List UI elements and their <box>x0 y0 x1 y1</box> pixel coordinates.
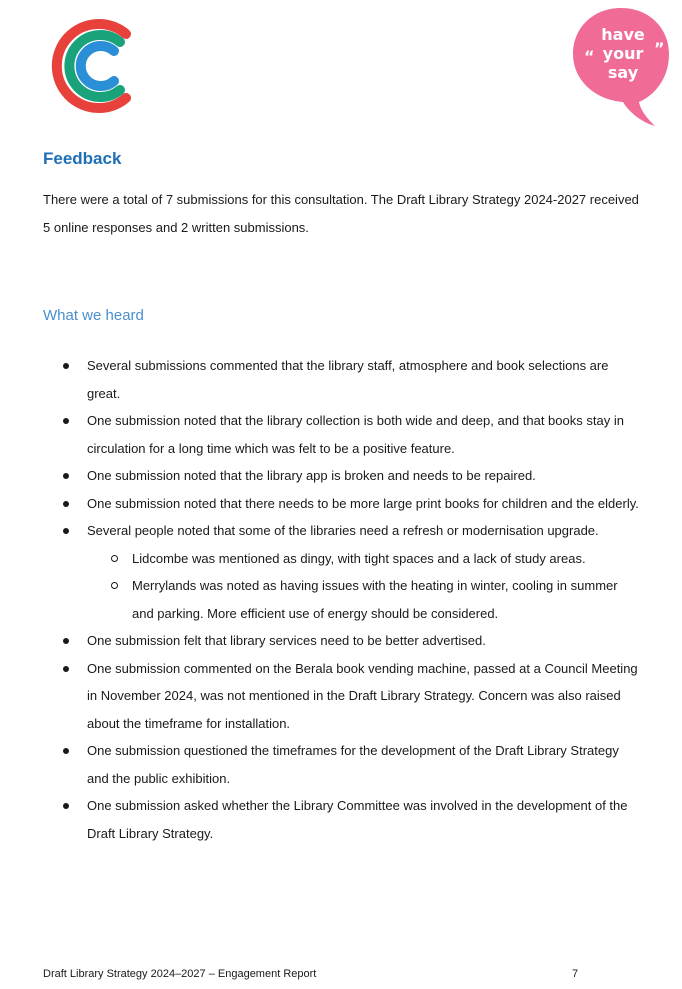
list-item <box>0 407 640 462</box>
sub-list-item <box>87 572 640 627</box>
bullet-icon <box>63 748 69 754</box>
page-heading: Feedback <box>43 149 122 168</box>
sub-bullet-icon <box>111 582 118 589</box>
list-item <box>0 655 640 738</box>
bullet-icon <box>63 363 69 369</box>
list-item-text: One submission noted that the library app is broken and needs to be repaired. <box>87 468 536 483</box>
sub-list <box>87 545 640 628</box>
bullet-icon <box>63 638 69 644</box>
council-logo <box>46 14 142 118</box>
sub-list-item-text: Lidcombe was mentioned as dingy, with tight spaces and a lack of study areas. <box>132 550 586 566</box>
sub-bullet-icon <box>111 555 118 562</box>
list-item-text: Several people noted that some of the libraries need a refresh or modernisation upgrade. <box>87 523 599 538</box>
footer-title: Draft Library Strategy 2024–2027 – Engagement Report <box>43 968 317 980</box>
logo-text-say: say <box>607 63 639 82</box>
bullet-icon <box>63 528 69 534</box>
list-item-text: Several submissions commented that the library staff, atmosphere and book selections are great. <box>87 358 609 401</box>
list-item <box>0 490 640 518</box>
list-item-text: One submission asked whether the Library Committee was involved in the development of the Draft Library Strategy. <box>87 798 628 841</box>
logo-text-have: have <box>601 25 645 44</box>
list-item-text: One submission felt that library services need to be better advertised. <box>87 633 486 648</box>
bullet-icon <box>63 501 69 507</box>
have-your-say-logo <box>569 4 673 130</box>
sub-list-item <box>87 545 640 573</box>
list-item <box>0 627 640 655</box>
sub-list-item-text: Merrylands was noted as having issues with the heating in winter, cooling in summer and parking. More efficient use of energy should be considered. <box>132 578 618 621</box>
section-subheading: What we heard <box>43 307 144 324</box>
list-item-text: One submission commented on the Berala book vending machine, passed at a Council Meeting in November 2024, was not mentioned in the Draft Library Strategy. Concern was also raised about the timeframe for installation. <box>87 660 638 731</box>
svg-text:”: ” <box>654 39 665 58</box>
bullet-icon <box>63 418 69 424</box>
list-item-text: One submission noted that there needs to be more large print books for children and the elderly. <box>87 495 639 511</box>
svg-text:“: “ <box>584 47 595 66</box>
list-item <box>0 462 640 490</box>
list-item <box>0 792 640 847</box>
intro-paragraph: There were a total of 7 submissions for this consultation. The Draft Library Strategy 2024-2027 received 5 online responses and 2 written submissions. <box>43 192 639 235</box>
page-number: 7 <box>572 968 579 980</box>
bullet-icon <box>63 473 69 479</box>
list-item-text: One submission questioned the timeframes for the development of the Draft Library Strategy and the public exhibition. <box>87 743 619 786</box>
list-item <box>0 517 640 627</box>
list-item <box>0 352 640 407</box>
list-item-text: One submission noted that the library collection is both wide and deep, and that books stay in circulation for a long time which was felt to be a positive feature. <box>87 413 624 456</box>
feedback-list <box>0 352 640 847</box>
bullet-icon <box>63 666 69 672</box>
logo-text-your: your <box>602 44 644 63</box>
list-item <box>0 737 640 792</box>
bullet-icon <box>63 803 69 809</box>
